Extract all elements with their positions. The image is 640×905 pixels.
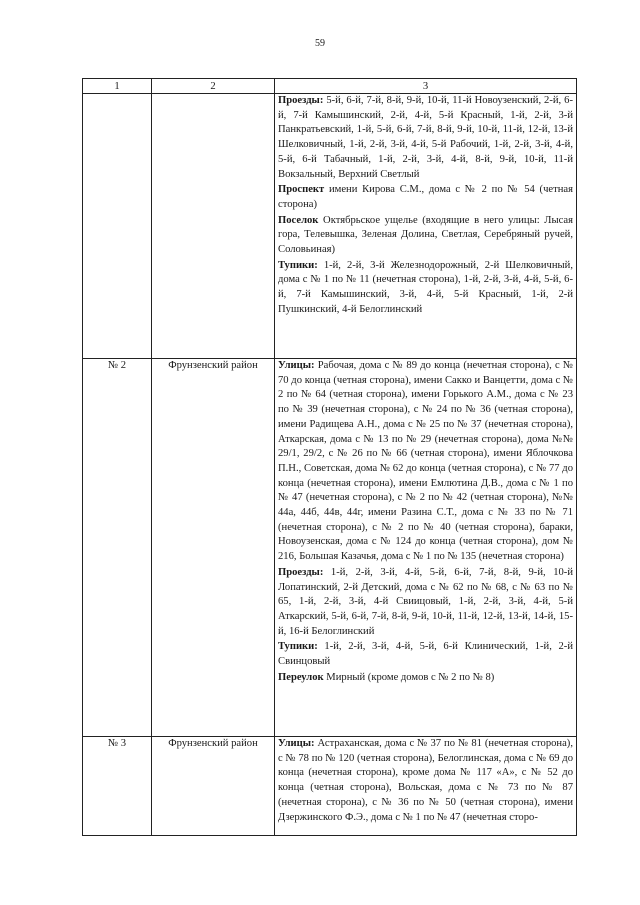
section-streets [278, 737, 573, 825]
section-avenue [278, 183, 573, 212]
section-lane [278, 671, 573, 686]
section-heading: Поселок [278, 214, 319, 226]
section-text: 5-й, 6-й, 7-й, 8-й, 9-й, 10-й, 11-й Новоузенский, 2-й, 6-й, 7-й Камышинский, 2-й, 4-й, 5-й Красный, 1-й, 2-й, 3-й Панкратьевский, 1-й, 5-й, 6-й, 7-й, 8-й, 9-й, 10-й, 11-й, 12-й, 13-й Шелковичный, 1-й, 2-й, 3-й, 4-й, 5-й Рабочий, 1-й, 2-й, 3-й, 4-й, 5-й, 6-й Табачный, 1-й, 2-й, 3-й, 4-й, 8-й, 9-й, 10-й, 11-й Вокзальный, Верхний Светлый [278, 95, 573, 180]
section-text: Астраханская, дома с № 37 по № 81 (нечетная сторона), с № 78 по № 120 (четная сторона), Белоглинская, дома с № 69 до конца (нечетная сторона), кроме дома № 117 «А», с № 52 до конца (четная сторона), Вольская, дома с № 73 по № 87 (нечетная сторона), с № 36 по № 50 (четная сторона), имени Дзержинского Ф.Э., дома с № 1 по № 47 (нечетная сторо- [278, 738, 573, 823]
section-text: Мирный (кроме домов с № 2 по № 8) [323, 671, 495, 683]
section-passages [278, 94, 573, 182]
section-deadends [278, 259, 573, 318]
district-name: Фрунзенский район [152, 359, 275, 737]
row-number: № 3 [83, 737, 152, 836]
column-header: 1 [83, 79, 152, 94]
section-deadends [278, 640, 573, 669]
section-heading: Улицы: [278, 360, 315, 371]
section-heading: Улицы: [278, 738, 315, 749]
section-text: имени Кирова С.М., дома с № 2 по № 54 (четная сторона) [278, 184, 573, 210]
district-name: Фрунзенский район [152, 737, 275, 836]
row-number [83, 94, 152, 359]
section-text: 1-й, 2-й, 3-й, 4-й, 5-й, 6-й, 7-й, 8-й, 9-й, 10-й Лопатинский, 2-й Детский, дома с № 62 по № 68, с № 63 по № 65, 1-й, 2-й, 3-й, 4-й Свиицовый, 1-й, 2-й, 3-й, 4-й, 5-й Аткарский, 5-й, 6-й, 7-й, 8-й, 9-й, 10-й, 11-й, 12-й, 13-й, 14-й, 15-й, 16-й Белоглинский [278, 566, 573, 637]
column-header: 3 [275, 79, 577, 94]
districts-table [82, 78, 577, 836]
section-text: Октябрьское ущелье (входящие в него улицы: Лысая гора, Телевышка, Зеленая Долина, Светлая, Серебряный ручей, Соловьиная) [278, 214, 573, 256]
section-heading: Проспект [278, 184, 325, 196]
table-row [83, 737, 577, 836]
section-passages [278, 566, 573, 640]
table-row [83, 359, 577, 737]
streets-cell [275, 737, 577, 836]
section-settlement [278, 214, 573, 258]
streets-cell [275, 94, 577, 359]
row-number: № 2 [83, 359, 152, 737]
table-row [83, 94, 577, 359]
table-header-row [83, 79, 577, 94]
section-text: Рабочая, дома с № 89 до конца (нечетная сторона), с № 70 до конца (четная сторона), имени Сакко и Ванцетти, дома с № 2 по № 64 (четная сторона), имени Горького А.М., дома с № 23 по № 39 (нечетная сторона), с № 24 по № 36 (четная сторона), имени Радищева А.Н., дома с № 25 по № 37 (нечетная сторона), Аткарская, дома с № 13 по № 29 (нечетная сторона), дома №№ 29/1, 29/2, с № 26 по № 66 (четная сторона), имени Яблочкова П.Н., Советская, дома № 62 до конца (четная сторона), с № 77 до конца (нечетная сторона), имени Емлютина Д.В., дома с № 1 по № 47 (нечетная сторона), с № 2 по № 42 (четная сторона), №№ 44а, 44б, 44в, 44г, имени Разина С.Т., дома с № 33 по № 71 (нечетная сторона), с № 2 по № 40 (четная сторона), бараки, Новоузенская, дома с № 124 до конца (четная сторона), дом № 216, Большая Казачья, дома с № 1 по № 135 (нечетная сторона) [278, 360, 573, 563]
page-number: 59 [315, 38, 325, 49]
section-heading: Тупики: [278, 259, 318, 271]
section-heading: Проезды: [278, 566, 324, 578]
section-heading: Переулок [278, 671, 324, 683]
district-name [152, 94, 275, 359]
section-heading: Тупики: [278, 641, 318, 653]
section-text: 1-й, 2-й, 3-й, 4-й, 5-й, 6-й Клинический, 1-й, 2-й Свинцовый [278, 641, 573, 668]
section-streets [278, 359, 573, 565]
column-header: 2 [152, 79, 275, 94]
streets-cell [275, 359, 577, 737]
section-heading: Проезды: [278, 95, 324, 106]
section-text: 1-й, 2-й, 3-й Железнодорожный, 2-й Шелковичный, дома с № 1 по № 11 (нечетная сторона), 1-й, 2-й, 3-й, 4-й, 5-й, 6-й, 7-й Камышинский, 3-й, 4-й, 5-й Красный, 1-й, 2-й Пушкинский, 4-й Белоглинский [278, 259, 573, 315]
